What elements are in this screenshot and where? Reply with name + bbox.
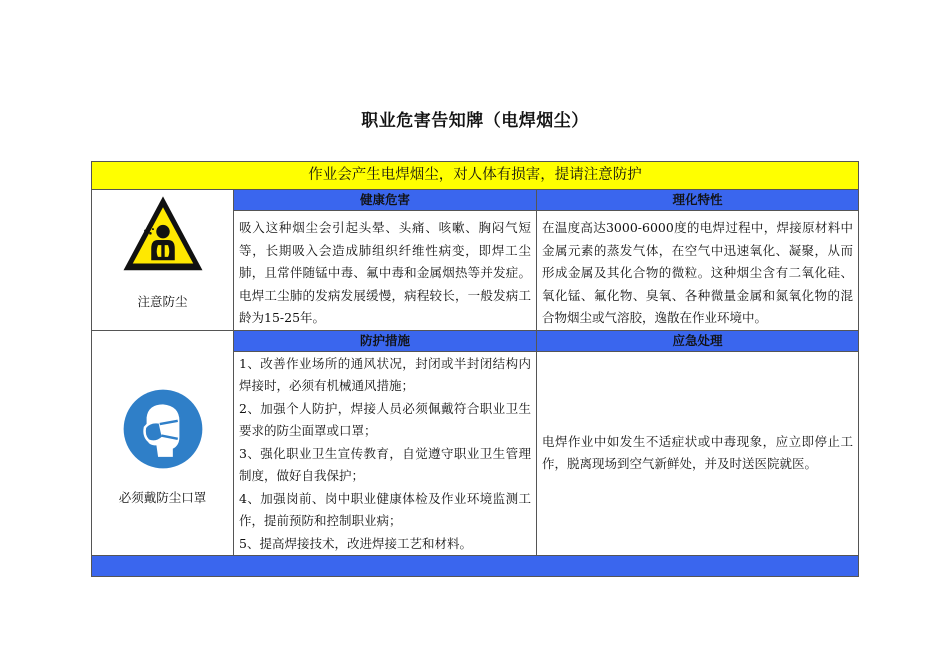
- warning-sign-label: 注意防尘: [137, 294, 188, 309]
- properties-text: 在温度高达3000-6000度的电焊过程中，焊接原材料中金属元素的蒸发气体，在空气中迅速氧化、凝聚，从而形成金属及其化合物的微粒。这种烟尘含有二氧化硅、氧化锰、氟化物、臭氧、各种微量金属和氮氧化物的混合物烟尘或气溶胶，逸散在作业环境中。: [542, 220, 853, 325]
- emergency-header: 应急处理: [537, 330, 859, 351]
- health-hazard-header: 健康危害: [234, 190, 537, 211]
- health-hazard-text: 吸入这种烟尘会引起头晕、头痛、咳嗽、胸闷气短等，长期吸入会造成肺组织纤维性病变，即焊工尘肺，且常伴随锰中毒、氟中毒和金属烟热等并发症。电焊工尘肺的发病发展缓慢，病程较长，一般发病工龄为15-25年。: [239, 220, 531, 325]
- page-title: 职业危害告知牌（电焊烟尘）: [361, 111, 589, 131]
- dust-warning-icon: [121, 193, 205, 277]
- protection-list: [234, 352, 536, 556]
- protection-header: 防护措施: [234, 330, 537, 351]
- footer-bar: [92, 556, 859, 577]
- protection-item: 3、强化职业卫生宣传教育，自觉遵守职业卫生管理制度，做好自我保护；: [239, 445, 531, 483]
- emergency-text: 电焊作业中如发生不适症状或中毒现象，应立即停止工作，脱离现场到空气新鲜处，并及时送医院就医。: [542, 433, 853, 472]
- properties-header: 理化特性: [537, 190, 859, 211]
- mandatory-sign-cell: [92, 330, 234, 556]
- hazard-notice-board: [91, 161, 859, 577]
- warning-sign-cell: [92, 190, 234, 331]
- protection-item: 5、提高焊接技术，改进焊接工艺和材料。: [239, 535, 472, 551]
- dust-mask-icon: [122, 388, 204, 470]
- protection-item: 2、加强个人防护，焊接人员必须佩戴符合职业卫生要求的防尘面罩或口罩；: [239, 400, 531, 438]
- protection-item: 1、改善作业场所的通风状况，封闭或半封闭结构内焊接时，必须有机械通风措施；: [239, 355, 531, 393]
- warning-banner: 作业会产生电焊烟尘，对人体有损害，提请注意防护: [92, 162, 859, 190]
- mandatory-sign-label: 必须戴防尘口罩: [118, 489, 207, 505]
- protection-item: 4、加强岗前、岗中职业健康体检及作业环境监测工作，提前预防和控制职业病；: [239, 490, 531, 528]
